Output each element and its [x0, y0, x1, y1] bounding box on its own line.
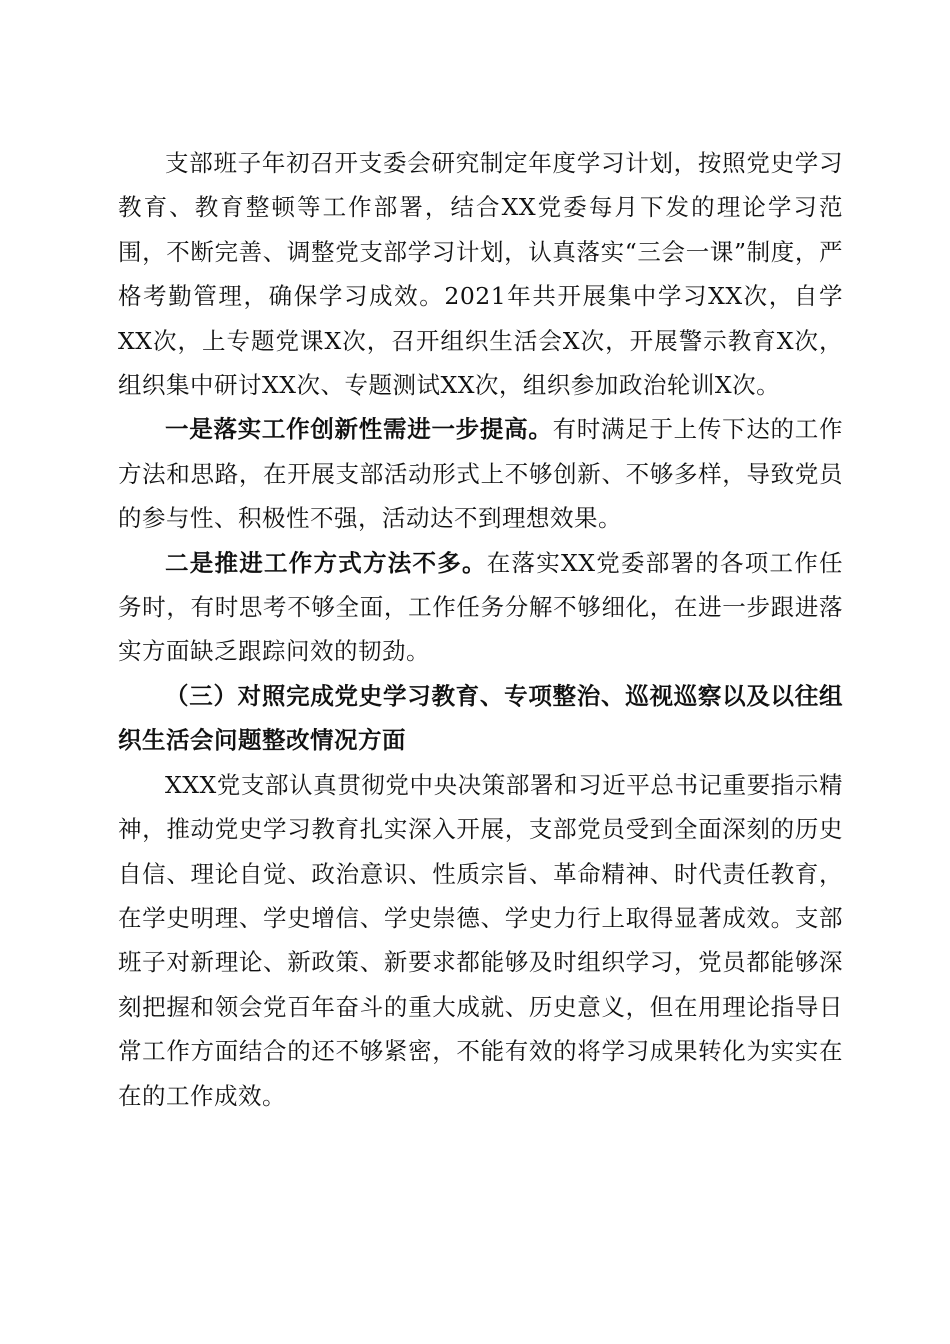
point-lead-methods: 二是推进工作方式方法不多。	[165, 548, 487, 577]
body-paragraph-party-history: XXX党支部认真贯彻党中央决策部署和习近平总书记重要指示精神，推动党史学习教育扎实深入开展，支部党员受到全面深刻的历史自信、理论自觉、政治意识、性质宗旨、革命精神、时代责任教育，在学史明理、学史增信、学史崇德、学史力行上取得显著成效。支部班子对新理论、新政策、新要求都能够及时组织学习，党员都能够深刻把握和领会党百年奋斗的重大成就、历史意义，但在用理论指导日常工作方面结合的还不够紧密，不能有效的将学习成果转化为实实在在的工作成效。	[118, 770, 843, 1110]
problem-point-methods	[118, 541, 843, 674]
point-body-innovation: 有时满足于上传下达的工作方法和思路，在开展支部活动形式上不够创新、不够多样，导致党员的参与性、积极性不强，活动达不到理想效果。	[118, 415, 844, 533]
point-body-methods: 在落实XX党委部署的各项工作任务时，有时思考不够全面，工作任务分解不够细化，在进一步跟进落实方面缺乏跟踪问效的韧劲。	[118, 548, 843, 666]
problem-point-innovation	[118, 407, 843, 540]
point-lead-innovation: 一是落实工作创新性需进一步提高。	[165, 415, 553, 444]
document-page	[118, 141, 843, 1118]
section-heading-3: （三）对照完成党史学习教育、专项整治、巡视巡察以及以往组织生活会问题整改情况方面	[118, 681, 843, 755]
body-paragraph-study-plan: 支部班子年初召开支委会研究制定年度学习计划，按照党史学习教育、教育整顿等工作部署，结合XX党委每月下发的理论学习范围，不断完善、调整党支部学习计划，认真落实“三会一课”制度，严格考勤管理，确保学习成效。2021年共开展集中学习XX次，自学XX次，上专题党课X次，召开组织生活会X次，开展警示教育X次，组织集中研讨XX次、专题测试XX次，组织参加政治轮训X次。	[118, 149, 843, 400]
